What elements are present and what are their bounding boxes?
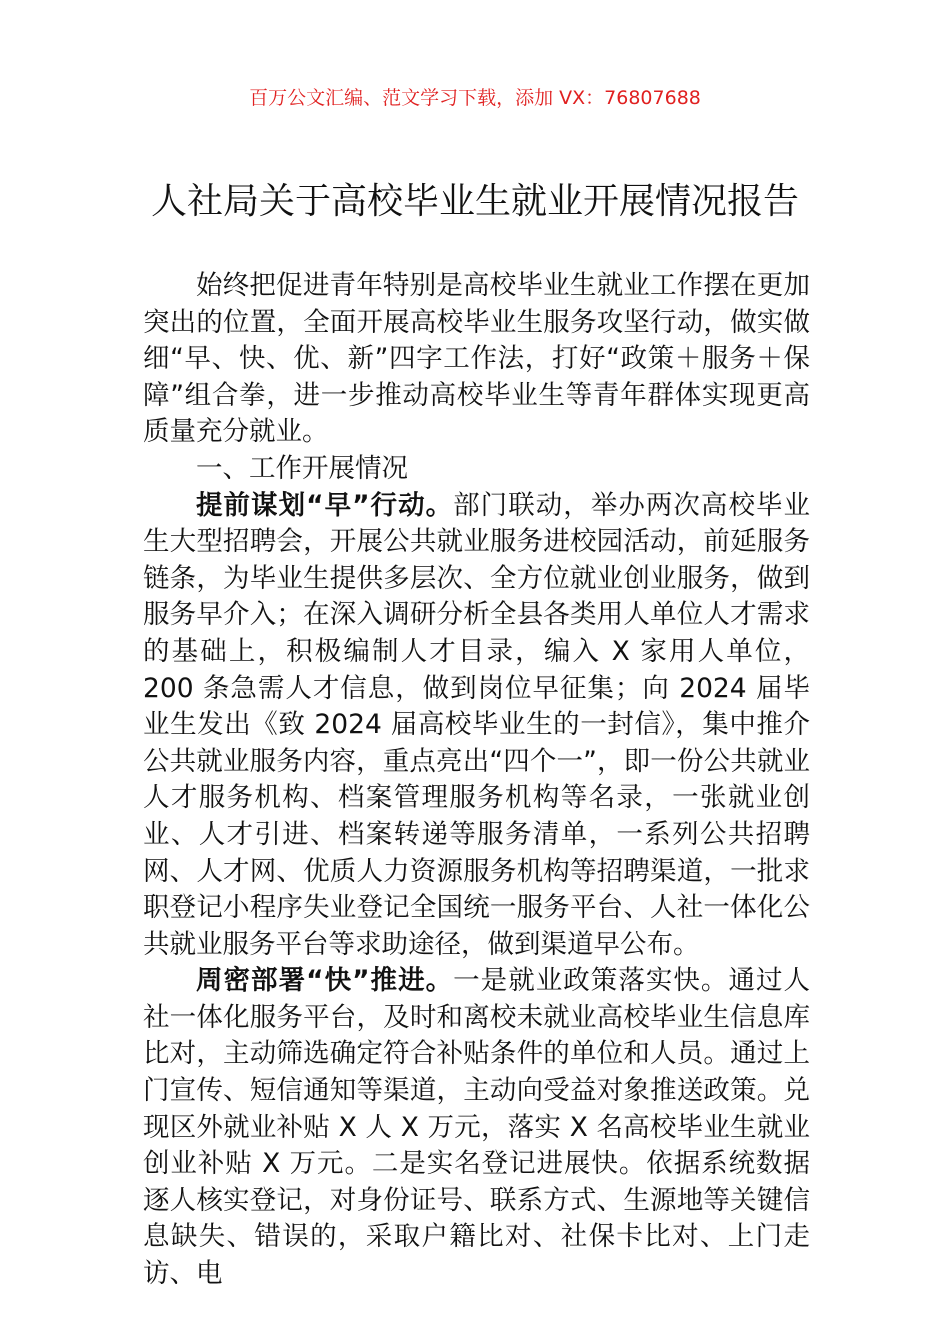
paragraph-lead-bold: 提前谋划“早”行动。 (196, 489, 454, 521)
paragraph-fast-progress (143, 963, 810, 1292)
paragraph-lead-bold: 周密部署“快”推进。 (196, 965, 454, 997)
paragraph-text: 部门联动，举办两次高校毕业生大型招聘会，开展公共就业服务进校园活动，前延服务链条，为毕业生提供多层次、全方位就业创业服务，做到服务早介入；在深入调研分析全县各类用人单位人才需求的基础上，积极编制人才目录，编入 X 家用人单位，200 条急需人才信息，做到岗位早征集；向 2024 届毕业生发出《致 2024 届高校毕业生的一封信》，集中推介公共就业服务内容，重点亮出“四个一”，即一份公共就业人才服务机构、档案管理服务机构等名录，一张就业创业、人才引进、档案转递等服务清单，一系列公共招聘网、人才网、优质人力资源服务机构等招聘渠道，一批求职登记小程序失业登记全国统一服务平台、人社一体化公共就业服务平台等求助途径，做到渠道早公布。 (143, 489, 810, 960)
section-heading: 一、工作开展情况 (196, 452, 408, 484)
watermark-header: 百万公文汇编、范文学习下载，添加 VX：76807688 (249, 87, 701, 109)
paragraph-early-action (143, 488, 810, 964)
document-title: 人社局关于高校毕业生就业开展情况报告 (150, 181, 799, 222)
paragraph-text: 一是就业政策落实快。通过人社一体化服务平台，及时和离校未就业高校毕业生信息库比对，主动筛选确定符合补贴条件的单位和人员。通过上门宣传、短信通知等渠道，主动向受益对象推送政策。兑现区外就业补贴 X 人 X 万元，落实 X 名高校毕业生就业创业补贴 X 万元。二是实名登记进展快。依据系统数据逐人核实登记，对身份证号、联系方式、生源地等关键信息缺失、错误的，采取户籍比对、社保卡比对、上门走访、电 (143, 965, 810, 1290)
intro-paragraph: 始终把促进青年特别是高校毕业生就业工作摆在更加突出的位置，全面开展高校毕业生服务攻坚行动，做实做细“早、快、优、新”四字工作法，打好“政策＋服务＋保障”组合拳，进一步推动高校毕业生等青年群体实现更高质量充分就业。 (143, 270, 810, 448)
document-body (143, 268, 810, 1293)
